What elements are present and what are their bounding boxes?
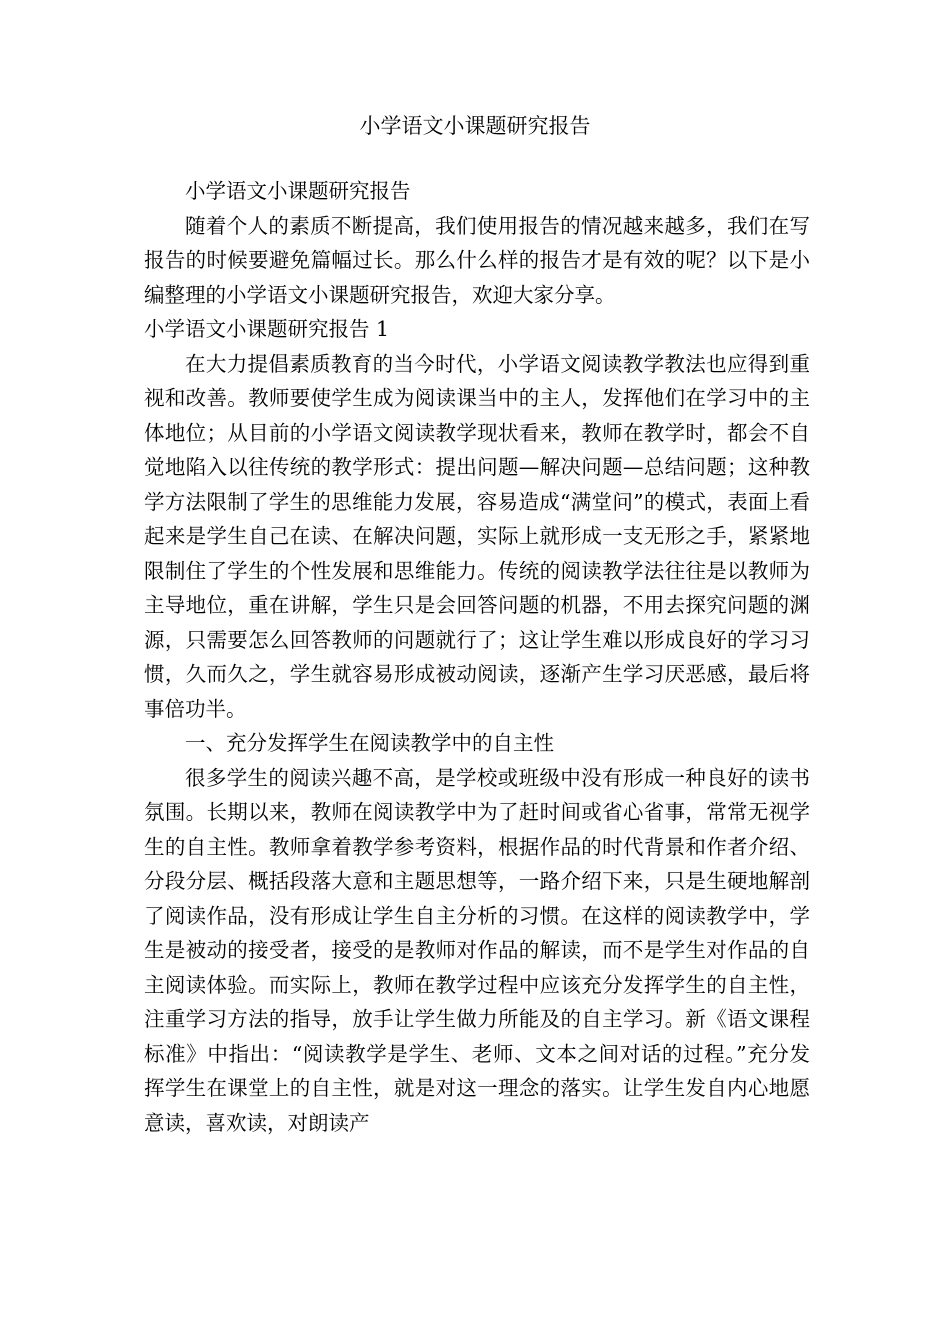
document-title: 小学语文小课题研究报告 [359,114,591,138]
paragraph-body-1: 在大力提倡素质教育的当今时代，小学语文阅读教学教法也应得到重视和改善。教师要使学生成为阅读课当中的主人，发挥他们在学习中的主体地位；从目前的小学语文阅读教学现状看来，教师在教学时，都会不自觉地陷入以往传统的教学形式：提出问题—解决问题—总结问题；这种教学方法限制了学生的思维能力发展，容易造成“满堂问”的模式，表面上看起来是学生自己在读、在解决问题，实际上就形成一支无形之手，紧紧地限制住了学生的个性发展和思维能力。传统的阅读教学法往往是以教师为主导地位，重在讲解，学生只是会回答问题的机器，不用去探究问题的渊源，只需要怎么回答教师的问题就行了；这让学生难以形成良好的学习习惯，久而久之，学生就容易形成被动阅读，逐渐产生学习厌恶感，最后将事倍功半。 [144,351,810,721]
paragraph-body-2: 很多学生的阅读兴趣不高，是学校或班级中没有形成一种良好的读书氛围。长期以来，教师在阅读教学中为了赶时间或省心省事，常常无视学生的自主性。教师拿着教学参考资料，根据作品的时代背景和作者介绍、分段分层、概括段落大意和主题思想等，一路介绍下来，只是生硬地解剖了阅读作品，没有形成让学生自主分析的习惯。在这样的阅读教学中，学生是被动的接受者，接受的是教师对作品的解读，而不是学生对作品的自主阅读体验。而实际上，教师在教学过程中应该充分发挥学生的自主性，注重学习方法的指导，放手让学生做力所能及的自主学习。新《语文课程标准》中指出：“阅读教学是学生、老师、文本之间对话的过程。”充分发挥学生在课堂上的自主性，就是对这一理念的落实。让学生发自内心地愿意读，喜欢读，对朗读产 [144,765,810,1135]
section-heading-report-1: 小学语文小课题研究报告 1 [144,317,390,341]
paragraph-intro: 随着个人的素质不断提高，我们使用报告的情况越来越多，我们在写报告的时候要避免篇幅过长。那么什么样的报告才是有效的呢？以下是小编整理的小学语文小课题研究报告，欢迎大家分享。 [144,213,810,307]
document-body [144,174,810,1140]
paragraph-subtitle: 小学语文小课题研究报告 [185,179,411,203]
section-heading-point-1: 一、充分发挥学生在阅读教学中的自主性 [185,731,554,755]
